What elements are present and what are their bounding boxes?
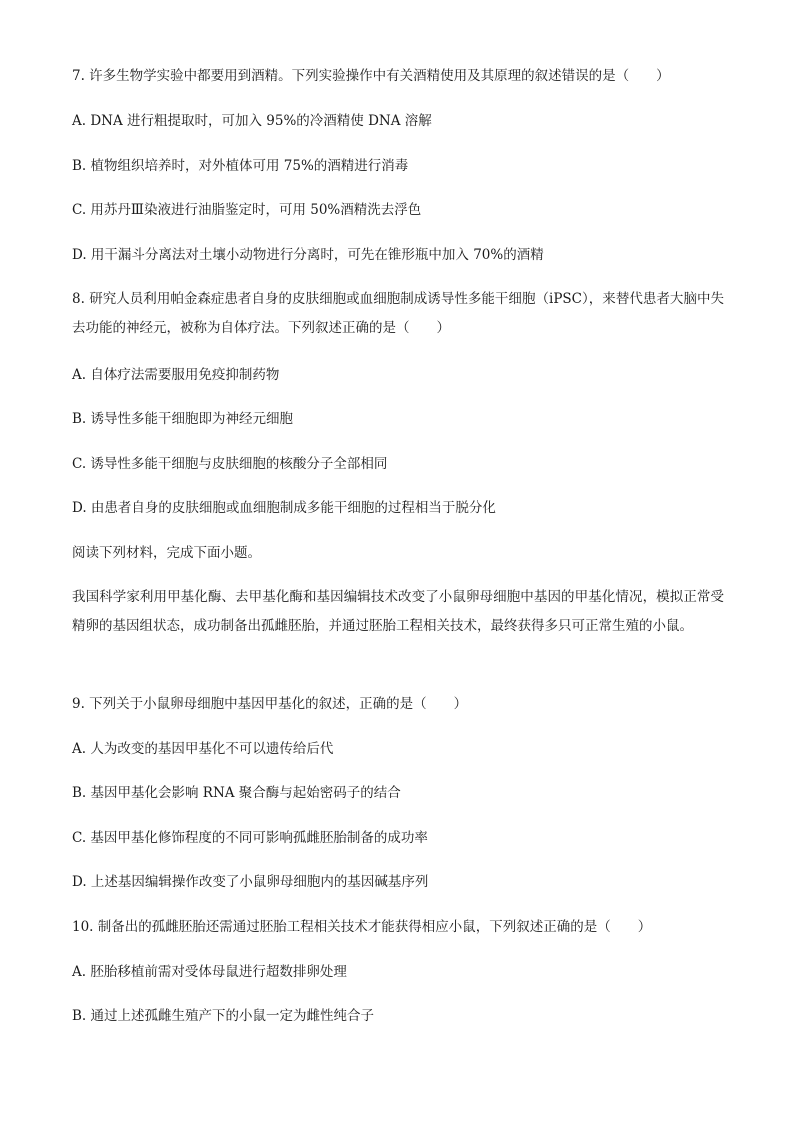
question-7-option-d: D. 用干漏斗分离法对土壤小动物进行分离时，可先在锥形瓶中加入 70%的酒精: [72, 247, 544, 263]
material-text: 我国科学家利用甲基化酶、去甲基化酶和基因编辑技术改变了小鼠卵母细胞中基因的甲基化情况，模拟正常受精卵的基因组状态，成功制备出孤雌胚胎，并通过胚胎工程相关技术，最终获得多只可正常生殖的小鼠。: [72, 589, 724, 634]
material-intro: 阅读下列材料，完成下面小题。: [72, 545, 261, 561]
question-7-option-b: B. 植物组织培养时，对外植体可用 75%的酒精进行消毒: [72, 158, 409, 174]
question-10-option-a: A. 胚胎移植前需对受体母鼠进行超数排卵处理: [72, 964, 347, 980]
question-8-stem: 8. 研究人员利用帕金森症患者自身的皮肤细胞或血细胞制成诱导性多能干细胞（iPSC），来替代患者大脑中失去功能的神经元，被称为自体疗法。下列叙述正确的是（ ）: [72, 291, 724, 336]
question-9-option-d: D. 上述基因编辑操作改变了小鼠卵母细胞内的基因碱基序列: [72, 874, 429, 890]
question-10-stem: 10. 制备出的孤雌胚胎还需通过胚胎工程相关技术才能获得相应小鼠，下列叙述正确的是（ ）: [72, 919, 652, 935]
question-10-option-b: B. 通过上述孤雌生殖产下的小鼠一定为雌性纯合子: [72, 1008, 375, 1024]
question-7-option-c: C. 用苏丹Ⅲ染液进行油脂鉴定时，可用 50%酒精洗去浮色: [72, 202, 422, 218]
question-8-option-d: D. 由患者自身的皮肤细胞或血细胞制成多能干细胞的过程相当于脱分化: [72, 500, 496, 516]
question-9-option-c: C. 基因甲基化修饰程度的不同可影响孤雌胚胎制备的成功率: [72, 830, 428, 846]
question-9-option-b: B. 基因甲基化会影响 RNA 聚合酶与起始密码子的结合: [72, 785, 401, 801]
question-8-option-b: B. 诱导性多能干细胞即为神经元细胞: [72, 411, 294, 427]
question-8-option-c: C. 诱导性多能干细胞与皮肤细胞的核酸分子全部相同: [72, 456, 388, 472]
question-7-option-a: A. DNA 进行粗提取时，可加入 95%的冷酒精使 DNA 溶解: [72, 113, 432, 129]
question-9-stem: 9. 下列关于小鼠卵母细胞中基因甲基化的叙述，正确的是（ ）: [72, 696, 468, 712]
question-8-option-a: A. 自体疗法需要服用免疫抑制药物: [72, 367, 280, 383]
question-7-stem: 7. 许多生物学实验中都要用到酒精。下列实验操作中有关酒精使用及其原理的叙述错误的是（ ）: [72, 68, 670, 84]
question-9-option-a: A. 人为改变的基因甲基化不可以遗传给后代: [72, 741, 334, 757]
